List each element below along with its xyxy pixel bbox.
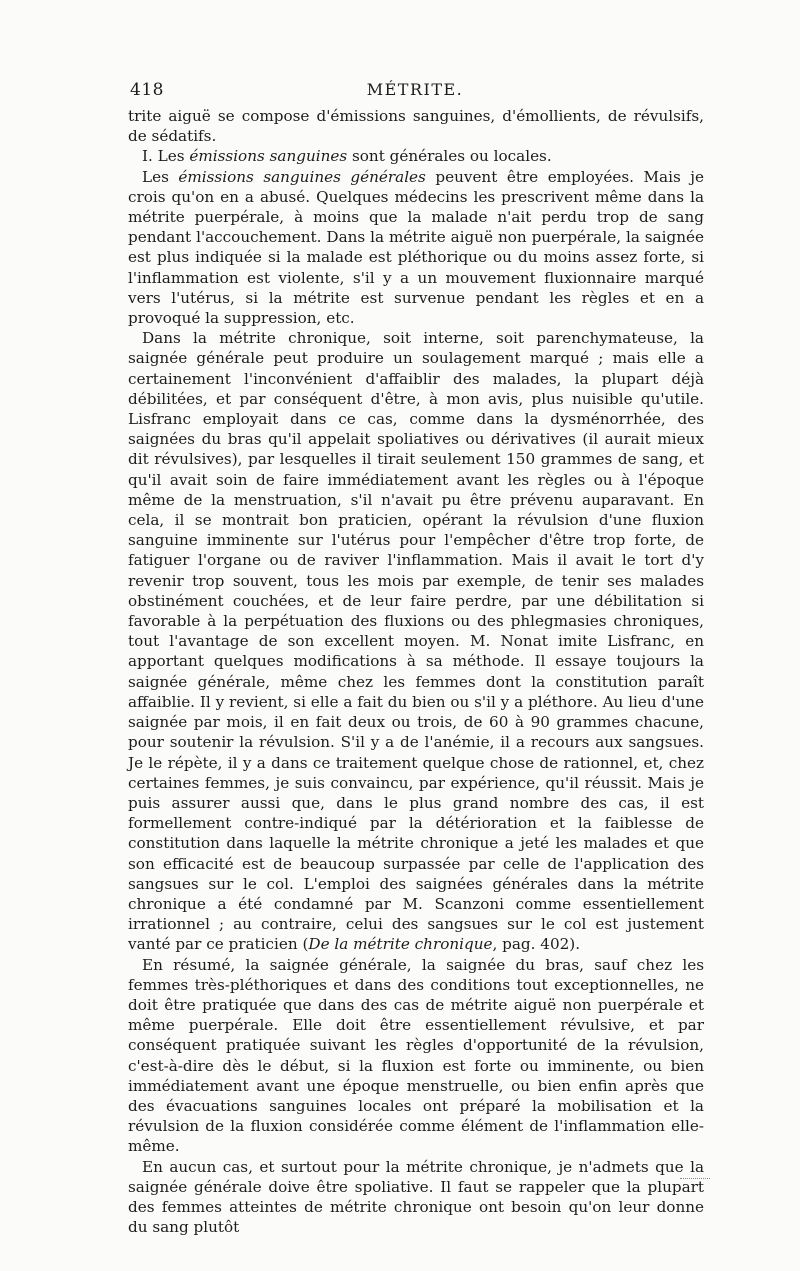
page-header	[130, 80, 700, 104]
citation-title: De la métrite chronique	[308, 935, 493, 954]
text-run: Les	[142, 167, 179, 186]
paragraph-continuation: trite aiguë se compose d'émissions sanguines, d'émollients, de révulsifs, de sédatifs.	[128, 107, 704, 146]
paragraph-summary: En résumé, la saignée générale, la saignée du bras, sauf chez les femmes très-pléthoriques et dans des conditions tout exceptionnelles, ne doit être pratiquée que dans des cas de métrite aiguë non puerpérale et même puerpérale. Elle doit être essentiellement révulsive, et par conséquent pratiquée suivant les règles d'opportunité de la révulsion, c'est-à-dire dès le début, si la fluxion est forte ou imminente, ou bien immédiatement avant une époque menstruelle, ou bien enfin après que des évacuations sanguines locales ont préparé la mobilisation et la révulsion de la fluxion considérée comme élément de l'inflammation elle-même.	[128, 955, 704, 1156]
text-run: , pag. 402).	[492, 935, 581, 954]
page-number: 418	[130, 80, 164, 100]
text-run: I. Les	[142, 147, 190, 166]
text-run: peuvent être employées. Mais je crois qu'on en a abusé. Quelques médecins les prescrivent même dans la métrite puerpérale, à moins que la malade n'ait perdu trop de sang pendant l'accouchement. Dans la métrite aiguë non puerpérale, la saignée est plus indiquée si la malade est pléthorique ou du moins assez forte, si l'inflammation est violente, s'il y a un mouvement fluxionnaire marqué vers l'utérus, si la métrite est survenue pendant les règles et en a provoqué la suppression, etc.	[128, 167, 704, 328]
italic-term: émissions sanguines	[189, 147, 348, 166]
page-footer-mark	[680, 1178, 710, 1183]
running-title: MÉTRITE.	[366, 80, 464, 99]
paragraph-chronic-metritis	[128, 328, 704, 954]
italic-term: émissions sanguines générales	[178, 167, 426, 186]
paragraph-general-bloodletting	[128, 167, 704, 329]
paragraph-spoliative: En aucun cas, et surtout pour la métrite chronique, je n'admets que la saignée générale doive être spoliative. Il faut se rappeler que la plupart des femmes atteintes de métrite chronique ont besoin qu'on leur donne du sang plutôt	[128, 1157, 704, 1237]
text-run: Dans la métrite chronique, soit interne, soit parenchymateuse, la saignée générale peut produire un soulagement marqué ; mais elle a certainement l'inconvénient d'affaiblir des malades, la plupart déjà débilitées, et par conséquent d'être, à mon avis, plus nuisible qu'utile. Lisfranc employait dans ce cas, comme dans la dysménorrhée, des saignées du bras qu'il appelait spoliatives ou dérivatives (il aurait mieux dit révulsives), par lesquelles il tirait seulement 150 grammes de sang, et qu'il avait soin de faire immédiatement avant les règles ou à l'époque même de la menstruation, s'il n'avait pu être prévenu auparavant. En cela, il se montrait bon praticien, opérant la révulsion d'une fluxion sanguine imminente sur l'utérus pour l'empêcher d'être trop forte, de fatiguer l'organe ou de raviver l'inflammation. Mais il avait le tort d'y revenir trop souvent, tous les mois par exemple, de tenir ses malades obstinément couchées, et de leur faire perdre, par une débilitation si favorable à la perpétuation des fluxions ou des phlegmasies chroniques, tout l'avantage de son excellent moyen. M. Nonat imite Lisfranc, en apportant quelques modifications à sa méthode. Il essaye toujours la saignée générale, même chez les femmes dont la constitution paraît affaiblie. Il y revient, si elle a fait du bien ou s'il y a pléthore. Au lieu d'une saignée par mois, il en fait deux ou trois, de 60 à 90 grammes chacune, pour soutenir la révulsion. S'il y a de l'anémie, il a recours aux sangsues. Je le répète, il y a dans ce traitement quelque chose de rationnel, et, chez certaines femmes, je suis convaincu, par expérience, qu'il réussit. Mais je puis assurer aussi que, dans le plus grand nombre des cas, il est formellement contre-indiqué par la détérioration et la faiblesse de constitution dans laquelle la métrite chronique a jeté les malades et que son efficacité est de beaucoup surpassée par celle de l'application des sangsues sur le col. L'emploi des saignées générales dans la métrite chronique a été condamné par M. Scanzoni comme essentiellement irrationnel ; au contraire, celui des sangsues sur le col est justement vanté par ce praticien (	[128, 329, 704, 954]
body-text	[128, 106, 704, 1237]
paragraph-emissions-intro	[128, 146, 704, 166]
text-run: sont générales ou locales.	[347, 147, 552, 166]
